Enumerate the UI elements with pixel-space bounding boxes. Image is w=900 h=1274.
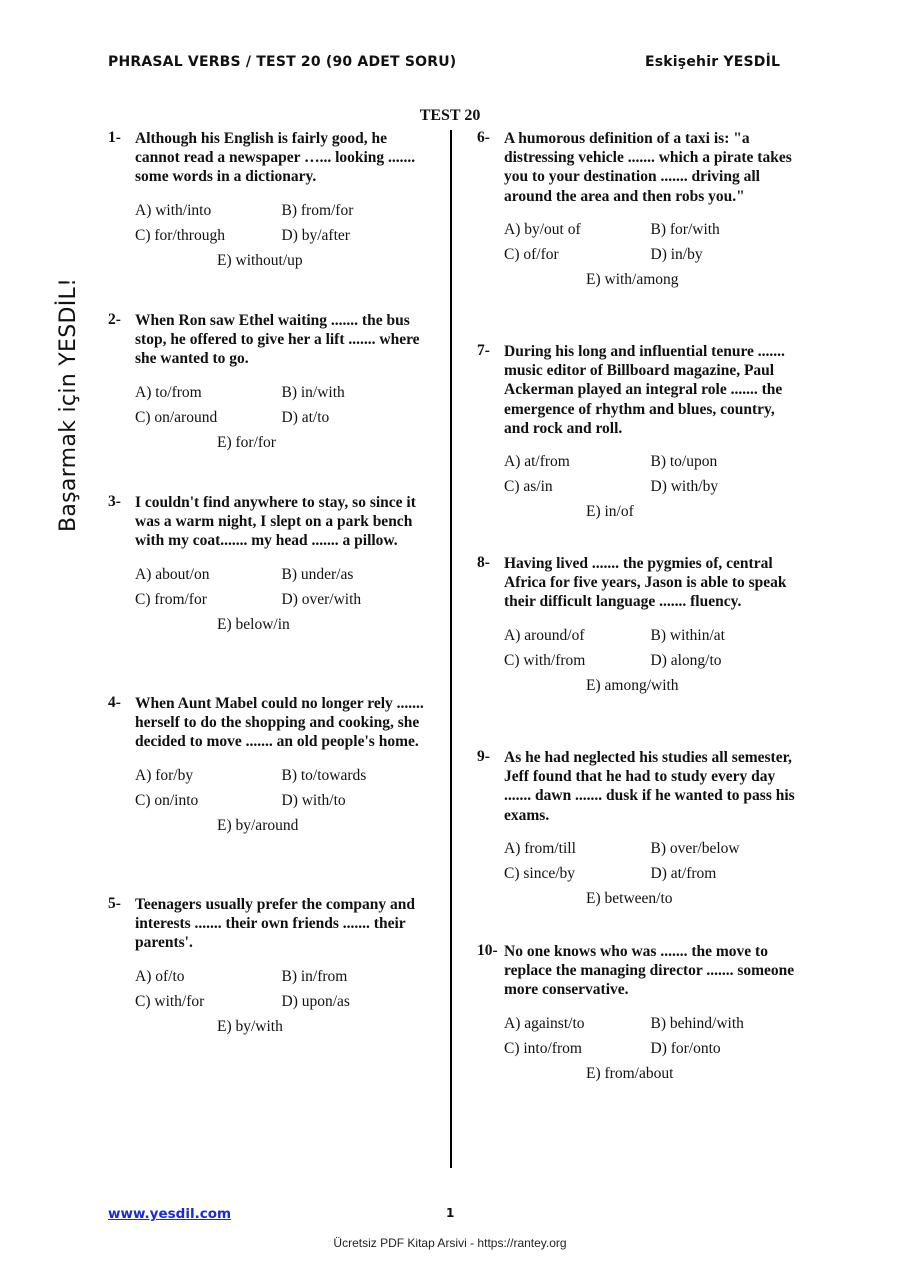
option-b[interactable]: B) in/from [281, 967, 348, 985]
option-a[interactable]: A) to/from [135, 383, 202, 401]
option-d[interactable]: D) by/after [281, 226, 350, 244]
column-divider [450, 130, 452, 1168]
answer-options [135, 763, 428, 838]
question-text: As he had neglected his studies all semester, Jeff found that he had to study every day ....... dawn ....... dusk if he wanted to pass his exams. [504, 749, 795, 824]
question-4 [108, 694, 428, 838]
question-8 [477, 554, 797, 698]
option-e[interactable]: E) by/around [217, 816, 299, 834]
question-number: 2- [108, 311, 121, 328]
option-c[interactable]: C) for/through [135, 226, 225, 244]
option-e[interactable]: E) with/among [586, 270, 679, 288]
question-text: Teenagers usually prefer the company and interests ....... their own friends ....... their parents'. [135, 896, 416, 952]
question-3 [108, 493, 428, 637]
option-c[interactable]: C) with/from [504, 651, 586, 669]
option-d[interactable]: D) for/onto [650, 1039, 721, 1057]
question-text: During his long and influential tenure ....... music editor of Billboard magazine, Paul Ackerman played an integral role ....... the emergence of rhythm and blues, country, and rock and roll. [504, 343, 785, 437]
option-d[interactable]: D) at/from [650, 864, 717, 882]
option-a[interactable]: A) of/to [135, 967, 185, 985]
question-text: No one knows who was ....... the move to replace the managing director ....... someone more conservative. [504, 943, 795, 999]
answer-options [504, 836, 797, 911]
option-a[interactable]: A) by/out of [504, 220, 581, 238]
question-number: 4- [108, 694, 121, 711]
question-text: A humorous definition of a taxi is: "a distressing vehicle ....... which a pirate takes you to your destination ....... driving all around the area and then robs you." [504, 130, 792, 205]
answer-options [135, 964, 428, 1039]
answer-options [135, 198, 428, 273]
option-b[interactable]: B) in/with [281, 383, 345, 401]
option-e[interactable]: E) without/up [217, 251, 303, 269]
option-d[interactable]: D) with/to [281, 791, 346, 809]
answer-options [135, 562, 428, 637]
option-a[interactable]: A) from/till [504, 839, 576, 857]
option-b[interactable]: B) from/for [281, 201, 354, 219]
option-b[interactable]: B) to/upon [650, 453, 718, 471]
option-e[interactable]: E) in/of [586, 503, 634, 521]
side-slogan: Başarmak için YESDİL! [56, 277, 81, 532]
question-text: I couldn't find anywhere to stay, so since it was a warm night, I slept on a park bench with my coat....... my head ....... a pillow. [135, 494, 416, 550]
option-b[interactable]: B) behind/with [650, 1014, 744, 1032]
question-number: 8- [477, 554, 490, 571]
option-c[interactable]: C) of/for [504, 245, 559, 263]
question-text: Although his English is fairly good, he cannot read a newspaper …... looking ....... some words in a dictionary. [135, 130, 416, 186]
question-number: 5- [108, 895, 121, 912]
option-e[interactable]: E) among/with [586, 676, 679, 694]
option-c[interactable]: C) since/by [504, 864, 576, 882]
option-c[interactable]: C) on/into [135, 791, 199, 809]
question-1 [108, 129, 428, 273]
question-6 [477, 129, 797, 292]
option-b[interactable]: B) over/below [650, 839, 740, 857]
option-a[interactable]: A) around/of [504, 626, 585, 644]
answer-options [504, 449, 797, 524]
option-c[interactable]: C) as/in [504, 478, 553, 496]
question-number: 10- [477, 942, 498, 959]
question-10 [477, 942, 797, 1086]
question-number: 6- [477, 129, 490, 146]
option-d[interactable]: D) upon/as [281, 992, 350, 1010]
option-b[interactable]: B) for/with [650, 220, 720, 238]
option-b[interactable]: B) under/as [281, 565, 354, 583]
question-number: 9- [477, 748, 490, 765]
option-c[interactable]: C) with/for [135, 992, 205, 1010]
archive-note: Ücretsiz PDF Kitap Arsivi - https://rantey.org [333, 1236, 567, 1250]
option-a[interactable]: A) about/on [135, 565, 210, 583]
answer-options [504, 623, 797, 698]
option-d[interactable]: D) with/by [650, 478, 719, 496]
option-a[interactable]: A) for/by [135, 766, 194, 784]
option-e[interactable]: E) between/to [586, 889, 673, 907]
question-7 [477, 342, 797, 524]
option-e[interactable]: E) by/with [217, 1017, 283, 1035]
question-9 [477, 748, 797, 911]
option-b[interactable]: B) to/towards [281, 766, 367, 784]
option-b[interactable]: B) within/at [650, 626, 725, 644]
question-number: 1- [108, 129, 121, 146]
header-publisher: Eskişehir YESDİL [645, 54, 781, 70]
option-a[interactable]: A) with/into [135, 201, 212, 219]
website-link[interactable]: www.yesdil.com [108, 1206, 232, 1222]
test-title: TEST 20 [419, 107, 481, 124]
option-d[interactable]: D) in/by [650, 245, 703, 263]
question-5 [108, 895, 428, 1039]
option-a[interactable]: A) against/to [504, 1014, 585, 1032]
option-e[interactable]: E) below/in [217, 615, 290, 633]
option-d[interactable]: D) over/with [281, 590, 362, 608]
question-text: Having lived ....... the pygmies of, central Africa for five years, Jason is able to speak their difficult language ....... fluency. [504, 555, 787, 611]
option-e[interactable]: E) from/about [586, 1064, 674, 1082]
answer-options [135, 380, 428, 455]
answer-options [504, 1011, 797, 1086]
option-c[interactable]: C) on/around [135, 408, 218, 426]
option-e[interactable]: E) for/for [217, 433, 276, 451]
question-number: 3- [108, 493, 121, 510]
header-title: PHRASAL VERBS / TEST 20 (90 ADET SORU) [108, 54, 457, 70]
question-text: When Ron saw Ethel waiting ....... the bus stop, he offered to give her a lift ....... where she wanted to go. [135, 312, 420, 368]
answer-options [504, 217, 797, 292]
option-c[interactable]: C) from/for [135, 590, 207, 608]
option-d[interactable]: D) at/to [281, 408, 330, 426]
question-2 [108, 311, 428, 455]
question-number: 7- [477, 342, 490, 359]
question-text: When Aunt Mabel could no longer rely ....... herself to do the shopping and cooking, she decided to move ....... an old people's home. [135, 695, 424, 751]
option-d[interactable]: D) along/to [650, 651, 722, 669]
option-c[interactable]: C) into/from [504, 1039, 582, 1057]
option-a[interactable]: A) at/from [504, 453, 570, 471]
page-number: 1 [446, 1206, 455, 1220]
